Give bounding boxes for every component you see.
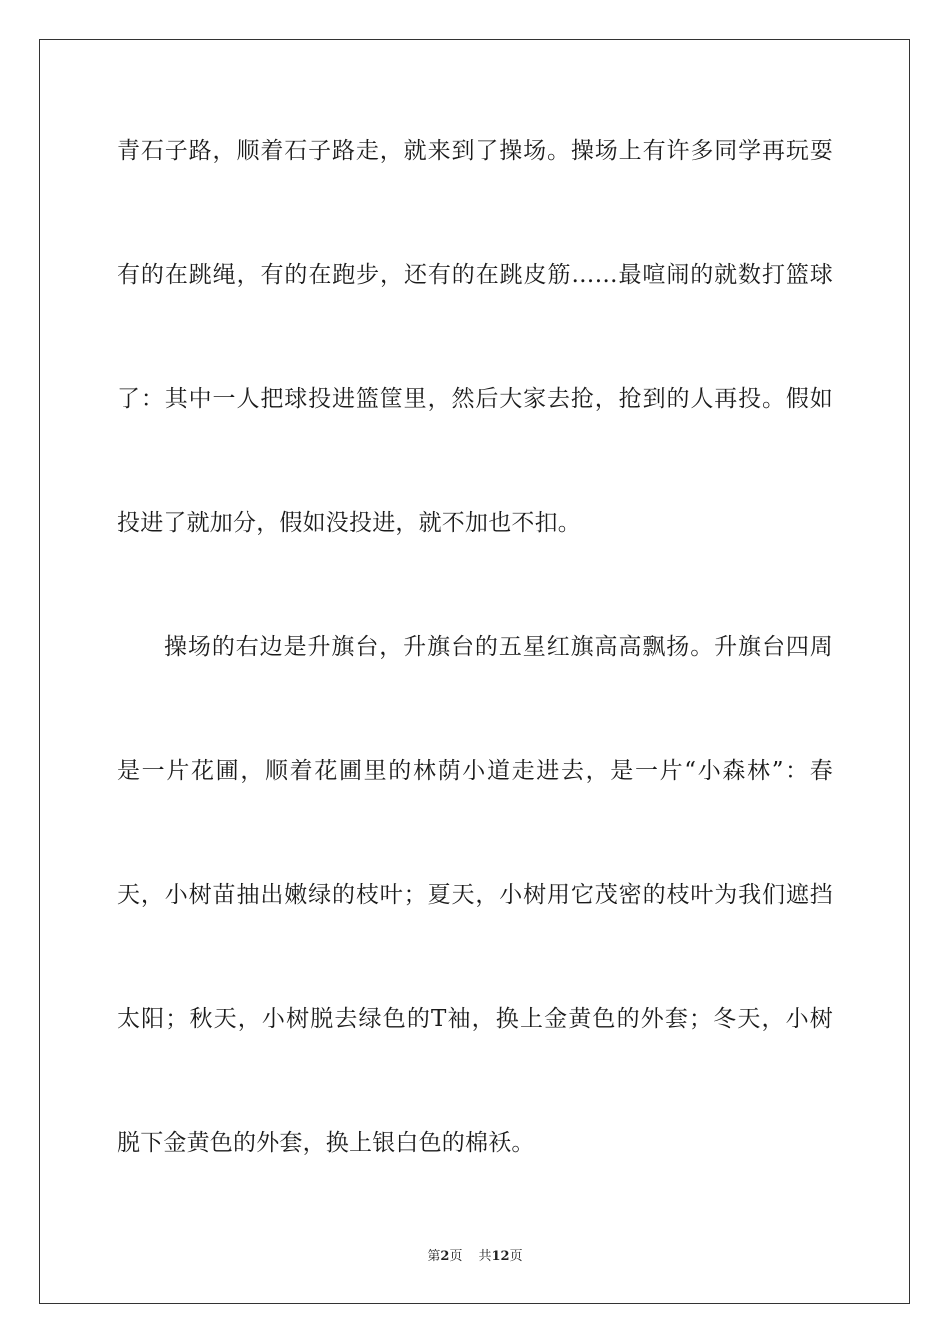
text-line-3: 了：其中一人把球投进篮筐里，然后大家去抢，抢到的人再投。假如 bbox=[117, 386, 833, 412]
page-suffix: 页 bbox=[449, 1249, 463, 1264]
text-line-1: 青石子路，顺着石子路走，就来到了操场。操场上有许多同学再玩耍 bbox=[117, 138, 833, 164]
total-prefix: 共 bbox=[478, 1249, 492, 1264]
text-line-8: 太阳；秋天，小树脱去绿色的T袖，换上金黄色的外套；冬天，小树 bbox=[117, 1006, 833, 1032]
total-pages: 12 bbox=[491, 1249, 510, 1264]
text-line-2: 有的在跳绳，有的在跑步，还有的在跳皮筋……最喧闹的就数打篮球 bbox=[117, 262, 833, 288]
text-line-9: 脱下金黄色的外套，换上银白色的棉袄。 bbox=[117, 1130, 535, 1156]
page-footer bbox=[0, 1245, 950, 1264]
page-border bbox=[39, 39, 910, 1304]
text-line-7: 天，小树苗抽出嫩绿的枝叶；夏天，小树用它茂密的枝叶为我们遮挡 bbox=[117, 882, 833, 908]
paragraph-2-first-line: 操场的右边是升旗台，升旗台的五星红旗高高飘扬。升旗台四周 bbox=[164, 634, 833, 660]
text-line-4: 投进了就加分，假如没投进，就不加也不扣。 bbox=[117, 510, 581, 536]
page-prefix: 第 bbox=[427, 1249, 441, 1264]
total-suffix: 页 bbox=[509, 1249, 523, 1264]
page-number: 2 bbox=[440, 1249, 450, 1264]
text-line-6: 是一片花圃，顺着花圃里的林荫小道走进去，是一片“小森林”：春 bbox=[117, 758, 833, 784]
